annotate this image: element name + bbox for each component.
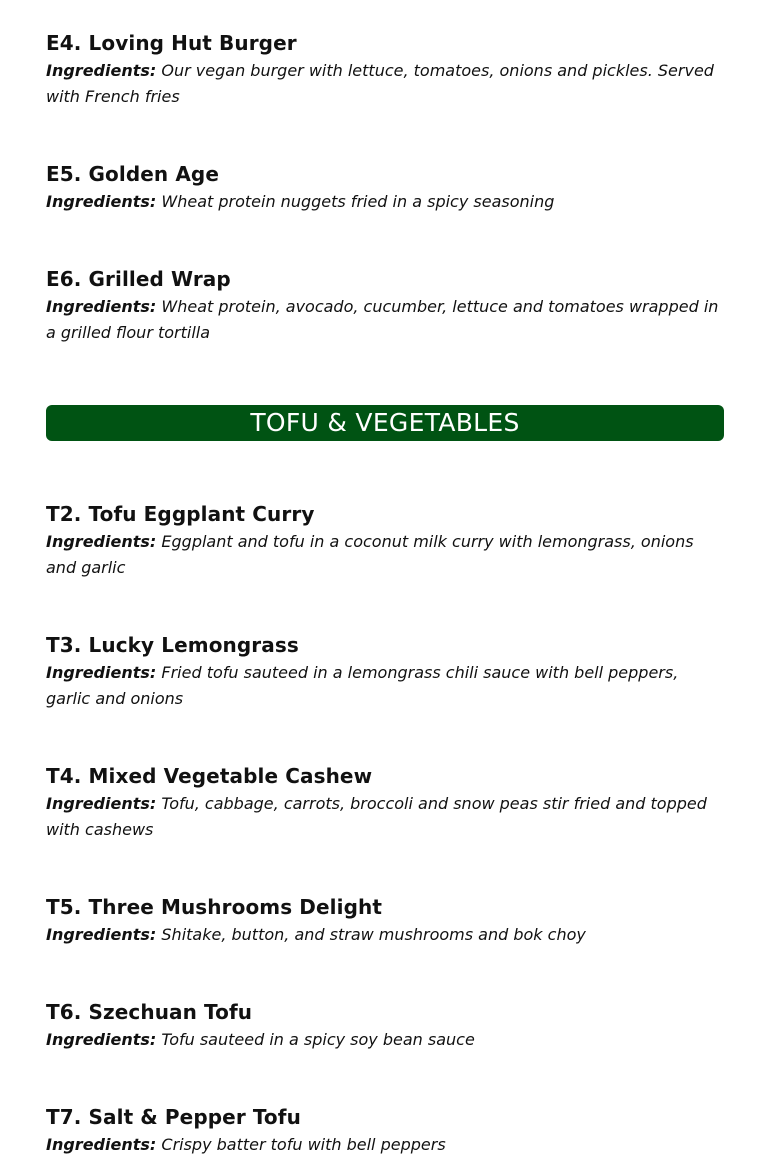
ingredients-label: Ingredients: (46, 532, 157, 551)
ingredients-label: Ingredients: (46, 297, 157, 316)
menu-item-title: T2. Tofu Eggplant Curry (46, 502, 315, 526)
menu-item-ingredients (46, 1132, 724, 1158)
ingredients-text: Fried tofu sauteed in a lemongrass chili sauce with bell peppers, garlic and onions (46, 663, 679, 708)
menu-item-title: T3. Lucky Lemongrass (46, 633, 299, 657)
menu-item (46, 894, 724, 948)
section-title: TOFU & VEGETABLES (250, 408, 520, 437)
ingredients-text: Crispy batter tofu with bell peppers (161, 1135, 446, 1154)
ingredients-text: Tofu, cabbage, carrots, broccoli and snow peas stir fried and topped with cashews (46, 794, 707, 839)
ingredients-label: Ingredients: (46, 663, 157, 682)
menu-item (46, 30, 724, 110)
menu-item-title: T6. Szechuan Tofu (46, 1000, 253, 1024)
ingredients-label: Ingredients: (46, 61, 157, 80)
ingredients-label: Ingredients: (46, 1030, 157, 1049)
menu-item-ingredients (46, 294, 724, 346)
menu-item-ingredients (46, 660, 724, 712)
ingredients-label: Ingredients: (46, 925, 157, 944)
menu-item-ingredients (46, 529, 724, 581)
menu-item-ingredients (46, 189, 724, 215)
ingredients-text: Shitake, button, and straw mushrooms and bok choy (161, 925, 586, 944)
menu-item (46, 999, 724, 1053)
section-header (46, 405, 724, 441)
menu-item (46, 1104, 724, 1158)
menu-item-ingredients (46, 791, 724, 843)
ingredients-text: Wheat protein nuggets fried in a spicy seasoning (161, 192, 555, 211)
ingredients-label: Ingredients: (46, 794, 157, 813)
menu-item-title: T7. Salt & Pepper Tofu (46, 1105, 301, 1129)
menu-item-ingredients (46, 1027, 724, 1053)
menu-item-ingredients (46, 922, 724, 948)
ingredients-text: Tofu sauteed in a spicy soy bean sauce (161, 1030, 475, 1049)
menu-item-title: T4. Mixed Vegetable Cashew (46, 764, 373, 788)
ingredients-label: Ingredients: (46, 192, 157, 211)
ingredients-text: Eggplant and tofu in a coconut milk curry with lemongrass, onions and garlic (46, 532, 694, 577)
menu-item-title: T5. Three Mushrooms Delight (46, 895, 382, 919)
menu-item (46, 632, 724, 712)
menu-item (46, 266, 724, 346)
menu-item (46, 501, 724, 581)
menu-item-title: E6. Grilled Wrap (46, 267, 231, 291)
ingredients-label: Ingredients: (46, 1135, 157, 1154)
menu-item (46, 763, 724, 843)
menu-item-title: E5. Golden Age (46, 162, 219, 186)
ingredients-text: Our vegan burger with lettuce, tomatoes, onions and pickles. Served with French fries (46, 61, 714, 106)
menu-item-title: E4. Loving Hut Burger (46, 31, 297, 55)
menu-item-ingredients (46, 58, 724, 110)
menu-item (46, 161, 724, 215)
ingredients-text: Wheat protein, avocado, cucumber, lettuce and tomatoes wrapped in a grilled flour tortilla (46, 297, 719, 342)
